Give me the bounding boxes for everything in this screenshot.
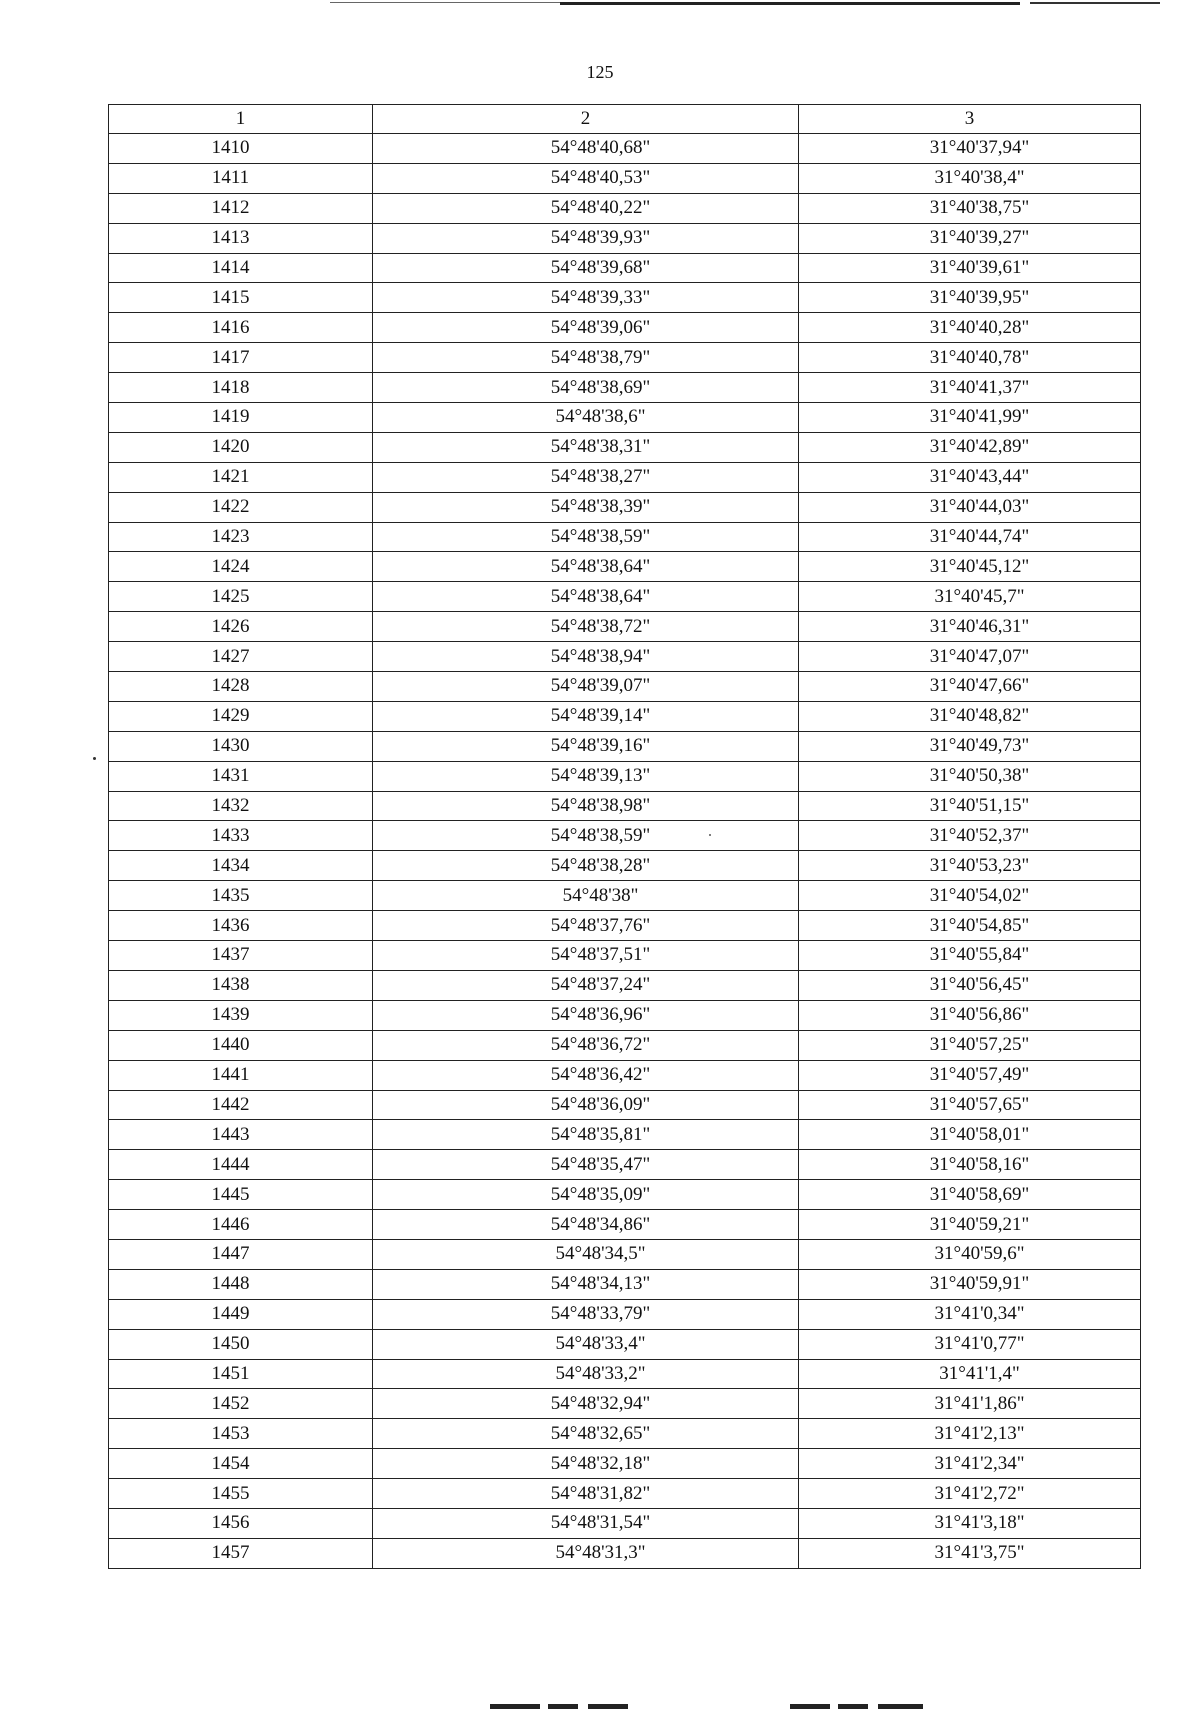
point-number-cell: 1431 bbox=[109, 761, 373, 791]
point-number-cell: 1432 bbox=[109, 791, 373, 821]
point-number-cell: 1410 bbox=[109, 134, 373, 164]
table-row bbox=[109, 1299, 1141, 1329]
table-row bbox=[109, 821, 1141, 851]
latitude-cell: 54°48'39,33" bbox=[373, 283, 799, 313]
latitude-cell: 54°48'39,93" bbox=[373, 223, 799, 253]
longitude-cell: 31°41'0,77" bbox=[799, 1329, 1141, 1359]
table-row bbox=[109, 911, 1141, 941]
longitude-cell: 31°40'59,91" bbox=[799, 1269, 1141, 1299]
latitude-cell: 54°48'39,14" bbox=[373, 701, 799, 731]
table-row bbox=[109, 1239, 1141, 1269]
longitude-cell: 31°40'53,23" bbox=[799, 851, 1141, 881]
longitude-cell: 31°40'54,02" bbox=[799, 881, 1141, 911]
point-number-cell: 1456 bbox=[109, 1508, 373, 1538]
latitude-cell: 54°48'38" bbox=[373, 881, 799, 911]
table-row bbox=[109, 253, 1141, 283]
longitude-cell: 31°40'59,6" bbox=[799, 1239, 1141, 1269]
longitude-cell: 31°40'41,99" bbox=[799, 403, 1141, 433]
table-row bbox=[109, 1269, 1141, 1299]
longitude-cell: 31°41'1,86" bbox=[799, 1389, 1141, 1419]
table-row bbox=[109, 761, 1141, 791]
table-row bbox=[109, 1479, 1141, 1509]
table-header-row bbox=[109, 105, 1141, 134]
latitude-cell: 54°48'36,96" bbox=[373, 1000, 799, 1030]
latitude-cell: 54°48'38,94" bbox=[373, 642, 799, 672]
point-number-cell: 1439 bbox=[109, 1000, 373, 1030]
latitude-cell: 54°48'38,69" bbox=[373, 373, 799, 403]
latitude-cell: 54°48'38,59" bbox=[373, 821, 799, 851]
table-row bbox=[109, 612, 1141, 642]
longitude-cell: 31°40'57,65" bbox=[799, 1090, 1141, 1120]
point-number-cell: 1440 bbox=[109, 1030, 373, 1060]
table-row bbox=[109, 642, 1141, 672]
longitude-cell: 31°40'50,38" bbox=[799, 761, 1141, 791]
table-row bbox=[109, 552, 1141, 582]
point-number-cell: 1436 bbox=[109, 911, 373, 941]
latitude-cell: 54°48'32,18" bbox=[373, 1449, 799, 1479]
latitude-cell: 54°48'35,09" bbox=[373, 1180, 799, 1210]
latitude-cell: 54°48'39,16" bbox=[373, 731, 799, 761]
table-row bbox=[109, 1329, 1141, 1359]
longitude-cell: 31°41'2,72" bbox=[799, 1479, 1141, 1509]
longitude-cell: 31°40'42,89" bbox=[799, 432, 1141, 462]
latitude-cell: 54°48'38,31" bbox=[373, 432, 799, 462]
longitude-cell: 31°40'40,28" bbox=[799, 313, 1141, 343]
point-number-cell: 1443 bbox=[109, 1120, 373, 1150]
latitude-cell: 54°48'38,72" bbox=[373, 612, 799, 642]
point-number-cell: 1415 bbox=[109, 283, 373, 313]
point-number-cell: 1418 bbox=[109, 373, 373, 403]
latitude-cell: 54°48'37,51" bbox=[373, 941, 799, 971]
table-body bbox=[109, 134, 1141, 1569]
point-number-cell: 1457 bbox=[109, 1538, 373, 1568]
table-row bbox=[109, 432, 1141, 462]
latitude-cell: 54°48'34,86" bbox=[373, 1210, 799, 1240]
longitude-cell: 31°40'40,78" bbox=[799, 343, 1141, 373]
point-number-cell: 1453 bbox=[109, 1419, 373, 1449]
point-number-cell: 1437 bbox=[109, 941, 373, 971]
table-row bbox=[109, 970, 1141, 1000]
latitude-cell: 54°48'36,09" bbox=[373, 1090, 799, 1120]
latitude-cell: 54°48'38,6" bbox=[373, 403, 799, 433]
point-number-cell: 1430 bbox=[109, 731, 373, 761]
longitude-cell: 31°41'2,34" bbox=[799, 1449, 1141, 1479]
latitude-cell: 54°48'36,72" bbox=[373, 1030, 799, 1060]
table-row bbox=[109, 134, 1141, 164]
longitude-cell: 31°41'3,18" bbox=[799, 1508, 1141, 1538]
longitude-cell: 31°41'3,75" bbox=[799, 1538, 1141, 1568]
point-number-cell: 1420 bbox=[109, 432, 373, 462]
latitude-cell: 54°48'37,24" bbox=[373, 970, 799, 1000]
latitude-cell: 54°48'31,3" bbox=[373, 1538, 799, 1568]
point-number-cell: 1455 bbox=[109, 1479, 373, 1509]
point-number-cell: 1422 bbox=[109, 492, 373, 522]
point-number-cell: 1434 bbox=[109, 851, 373, 881]
latitude-cell: 54°48'32,65" bbox=[373, 1419, 799, 1449]
table-row bbox=[109, 522, 1141, 552]
longitude-cell: 31°41'1,4" bbox=[799, 1359, 1141, 1389]
point-number-cell: 1412 bbox=[109, 193, 373, 223]
table-row bbox=[109, 1030, 1141, 1060]
longitude-cell: 31°40'56,86" bbox=[799, 1000, 1141, 1030]
latitude-cell: 54°48'33,79" bbox=[373, 1299, 799, 1329]
point-number-cell: 1444 bbox=[109, 1150, 373, 1180]
point-number-cell: 1448 bbox=[109, 1269, 373, 1299]
point-number-cell: 1428 bbox=[109, 672, 373, 702]
table-row bbox=[109, 731, 1141, 761]
longitude-cell: 31°40'45,12" bbox=[799, 552, 1141, 582]
longitude-cell: 31°41'0,34" bbox=[799, 1299, 1141, 1329]
table-row bbox=[109, 1180, 1141, 1210]
longitude-cell: 31°40'57,25" bbox=[799, 1030, 1141, 1060]
point-number-cell: 1425 bbox=[109, 582, 373, 612]
latitude-cell: 54°48'38,64" bbox=[373, 582, 799, 612]
table-row bbox=[109, 1000, 1141, 1030]
table-row bbox=[109, 1359, 1141, 1389]
coordinates-table bbox=[108, 104, 1141, 1569]
point-number-cell: 1454 bbox=[109, 1449, 373, 1479]
longitude-cell: 31°40'44,03" bbox=[799, 492, 1141, 522]
point-number-cell: 1451 bbox=[109, 1359, 373, 1389]
longitude-cell: 31°40'59,21" bbox=[799, 1210, 1141, 1240]
latitude-cell: 54°48'35,81" bbox=[373, 1120, 799, 1150]
table-row bbox=[109, 582, 1141, 612]
point-number-cell: 1423 bbox=[109, 522, 373, 552]
latitude-cell: 54°48'38,59" bbox=[373, 522, 799, 552]
latitude-cell: 54°48'34,5" bbox=[373, 1239, 799, 1269]
point-number-cell: 1442 bbox=[109, 1090, 373, 1120]
latitude-cell: 54°48'38,28" bbox=[373, 851, 799, 881]
latitude-cell: 54°48'31,82" bbox=[373, 1479, 799, 1509]
point-number-cell: 1413 bbox=[109, 223, 373, 253]
longitude-cell: 31°40'43,44" bbox=[799, 462, 1141, 492]
table-row bbox=[109, 851, 1141, 881]
point-number-cell: 1449 bbox=[109, 1299, 373, 1329]
column-header-latitude: 2 bbox=[373, 105, 799, 134]
table-row bbox=[109, 1538, 1141, 1568]
longitude-cell: 31°40'38,75" bbox=[799, 193, 1141, 223]
latitude-cell: 54°48'36,42" bbox=[373, 1060, 799, 1090]
latitude-cell: 54°48'33,4" bbox=[373, 1329, 799, 1359]
table-row bbox=[109, 1060, 1141, 1090]
longitude-cell: 31°40'44,74" bbox=[799, 522, 1141, 552]
point-number-cell: 1441 bbox=[109, 1060, 373, 1090]
table-row bbox=[109, 193, 1141, 223]
latitude-cell: 54°48'33,2" bbox=[373, 1359, 799, 1389]
point-number-cell: 1419 bbox=[109, 403, 373, 433]
latitude-cell: 54°48'38,27" bbox=[373, 462, 799, 492]
longitude-cell: 31°40'52,37" bbox=[799, 821, 1141, 851]
longitude-cell: 31°40'39,61" bbox=[799, 253, 1141, 283]
point-number-cell: 1417 bbox=[109, 343, 373, 373]
column-header-point: 1 bbox=[109, 105, 373, 134]
point-number-cell: 1446 bbox=[109, 1210, 373, 1240]
longitude-cell: 31°40'39,95" bbox=[799, 283, 1141, 313]
table-row bbox=[109, 1120, 1141, 1150]
latitude-cell: 54°48'40,22" bbox=[373, 193, 799, 223]
column-header-longitude: 3 bbox=[799, 105, 1141, 134]
scan-speck bbox=[93, 757, 96, 760]
point-number-cell: 1452 bbox=[109, 1389, 373, 1419]
point-number-cell: 1426 bbox=[109, 612, 373, 642]
point-number-cell: 1447 bbox=[109, 1239, 373, 1269]
table-row bbox=[109, 1449, 1141, 1479]
table-row bbox=[109, 403, 1141, 433]
table-row bbox=[109, 1419, 1141, 1449]
latitude-cell: 54°48'38,98" bbox=[373, 791, 799, 821]
point-number-cell: 1414 bbox=[109, 253, 373, 283]
latitude-cell: 54°48'31,54" bbox=[373, 1508, 799, 1538]
table-row bbox=[109, 1150, 1141, 1180]
latitude-cell: 54°48'39,13" bbox=[373, 761, 799, 791]
longitude-cell: 31°40'39,27" bbox=[799, 223, 1141, 253]
longitude-cell: 31°40'57,49" bbox=[799, 1060, 1141, 1090]
table-row bbox=[109, 313, 1141, 343]
latitude-cell: 54°48'38,64" bbox=[373, 552, 799, 582]
point-number-cell: 1427 bbox=[109, 642, 373, 672]
latitude-cell: 54°48'37,76" bbox=[373, 911, 799, 941]
latitude-cell: 54°48'39,68" bbox=[373, 253, 799, 283]
longitude-cell: 31°40'37,94" bbox=[799, 134, 1141, 164]
latitude-cell: 54°48'39,07" bbox=[373, 672, 799, 702]
latitude-cell: 54°48'40,53" bbox=[373, 163, 799, 193]
latitude-cell: 54°48'35,47" bbox=[373, 1150, 799, 1180]
table-row bbox=[109, 1508, 1141, 1538]
scan-footer-marks bbox=[0, 1700, 1200, 1713]
point-number-cell: 1450 bbox=[109, 1329, 373, 1359]
longitude-cell: 31°40'56,45" bbox=[799, 970, 1141, 1000]
point-number-cell: 1433 bbox=[109, 821, 373, 851]
point-number-cell: 1424 bbox=[109, 552, 373, 582]
latitude-cell: 54°48'32,94" bbox=[373, 1389, 799, 1419]
longitude-cell: 31°40'51,15" bbox=[799, 791, 1141, 821]
table-row bbox=[109, 791, 1141, 821]
table-row bbox=[109, 223, 1141, 253]
table-row bbox=[109, 701, 1141, 731]
longitude-cell: 31°40'46,31" bbox=[799, 612, 1141, 642]
table-row bbox=[109, 881, 1141, 911]
scan-edge-line bbox=[560, 2, 1020, 5]
latitude-cell: 54°48'38,39" bbox=[373, 492, 799, 522]
table-row bbox=[109, 941, 1141, 971]
longitude-cell: 31°40'45,7" bbox=[799, 582, 1141, 612]
latitude-cell: 54°48'40,68" bbox=[373, 134, 799, 164]
point-number-cell: 1438 bbox=[109, 970, 373, 1000]
point-number-cell: 1429 bbox=[109, 701, 373, 731]
longitude-cell: 31°40'58,01" bbox=[799, 1120, 1141, 1150]
longitude-cell: 31°41'2,13" bbox=[799, 1419, 1141, 1449]
table-row bbox=[109, 1389, 1141, 1419]
longitude-cell: 31°40'47,66" bbox=[799, 672, 1141, 702]
latitude-cell: 54°48'39,06" bbox=[373, 313, 799, 343]
longitude-cell: 31°40'58,16" bbox=[799, 1150, 1141, 1180]
latitude-cell: 54°48'34,13" bbox=[373, 1269, 799, 1299]
table-row bbox=[109, 672, 1141, 702]
table-row bbox=[109, 283, 1141, 313]
table-row bbox=[109, 492, 1141, 522]
table-row bbox=[109, 373, 1141, 403]
table-row bbox=[109, 462, 1141, 492]
table-row bbox=[109, 343, 1141, 373]
longitude-cell: 31°40'48,82" bbox=[799, 701, 1141, 731]
point-number-cell: 1416 bbox=[109, 313, 373, 343]
longitude-cell: 31°40'49,73" bbox=[799, 731, 1141, 761]
longitude-cell: 31°40'38,4" bbox=[799, 163, 1141, 193]
longitude-cell: 31°40'41,37" bbox=[799, 373, 1141, 403]
table-row bbox=[109, 163, 1141, 193]
point-number-cell: 1411 bbox=[109, 163, 373, 193]
longitude-cell: 31°40'55,84" bbox=[799, 941, 1141, 971]
table-row bbox=[109, 1090, 1141, 1120]
point-number-cell: 1421 bbox=[109, 462, 373, 492]
latitude-cell: 54°48'38,79" bbox=[373, 343, 799, 373]
longitude-cell: 31°40'58,69" bbox=[799, 1180, 1141, 1210]
point-number-cell: 1445 bbox=[109, 1180, 373, 1210]
scan-edge-line bbox=[1030, 2, 1160, 4]
point-number-cell: 1435 bbox=[109, 881, 373, 911]
page-number: 125 bbox=[586, 62, 614, 82]
longitude-cell: 31°40'54,85" bbox=[799, 911, 1141, 941]
table-row bbox=[109, 1210, 1141, 1240]
longitude-cell: 31°40'47,07" bbox=[799, 642, 1141, 672]
